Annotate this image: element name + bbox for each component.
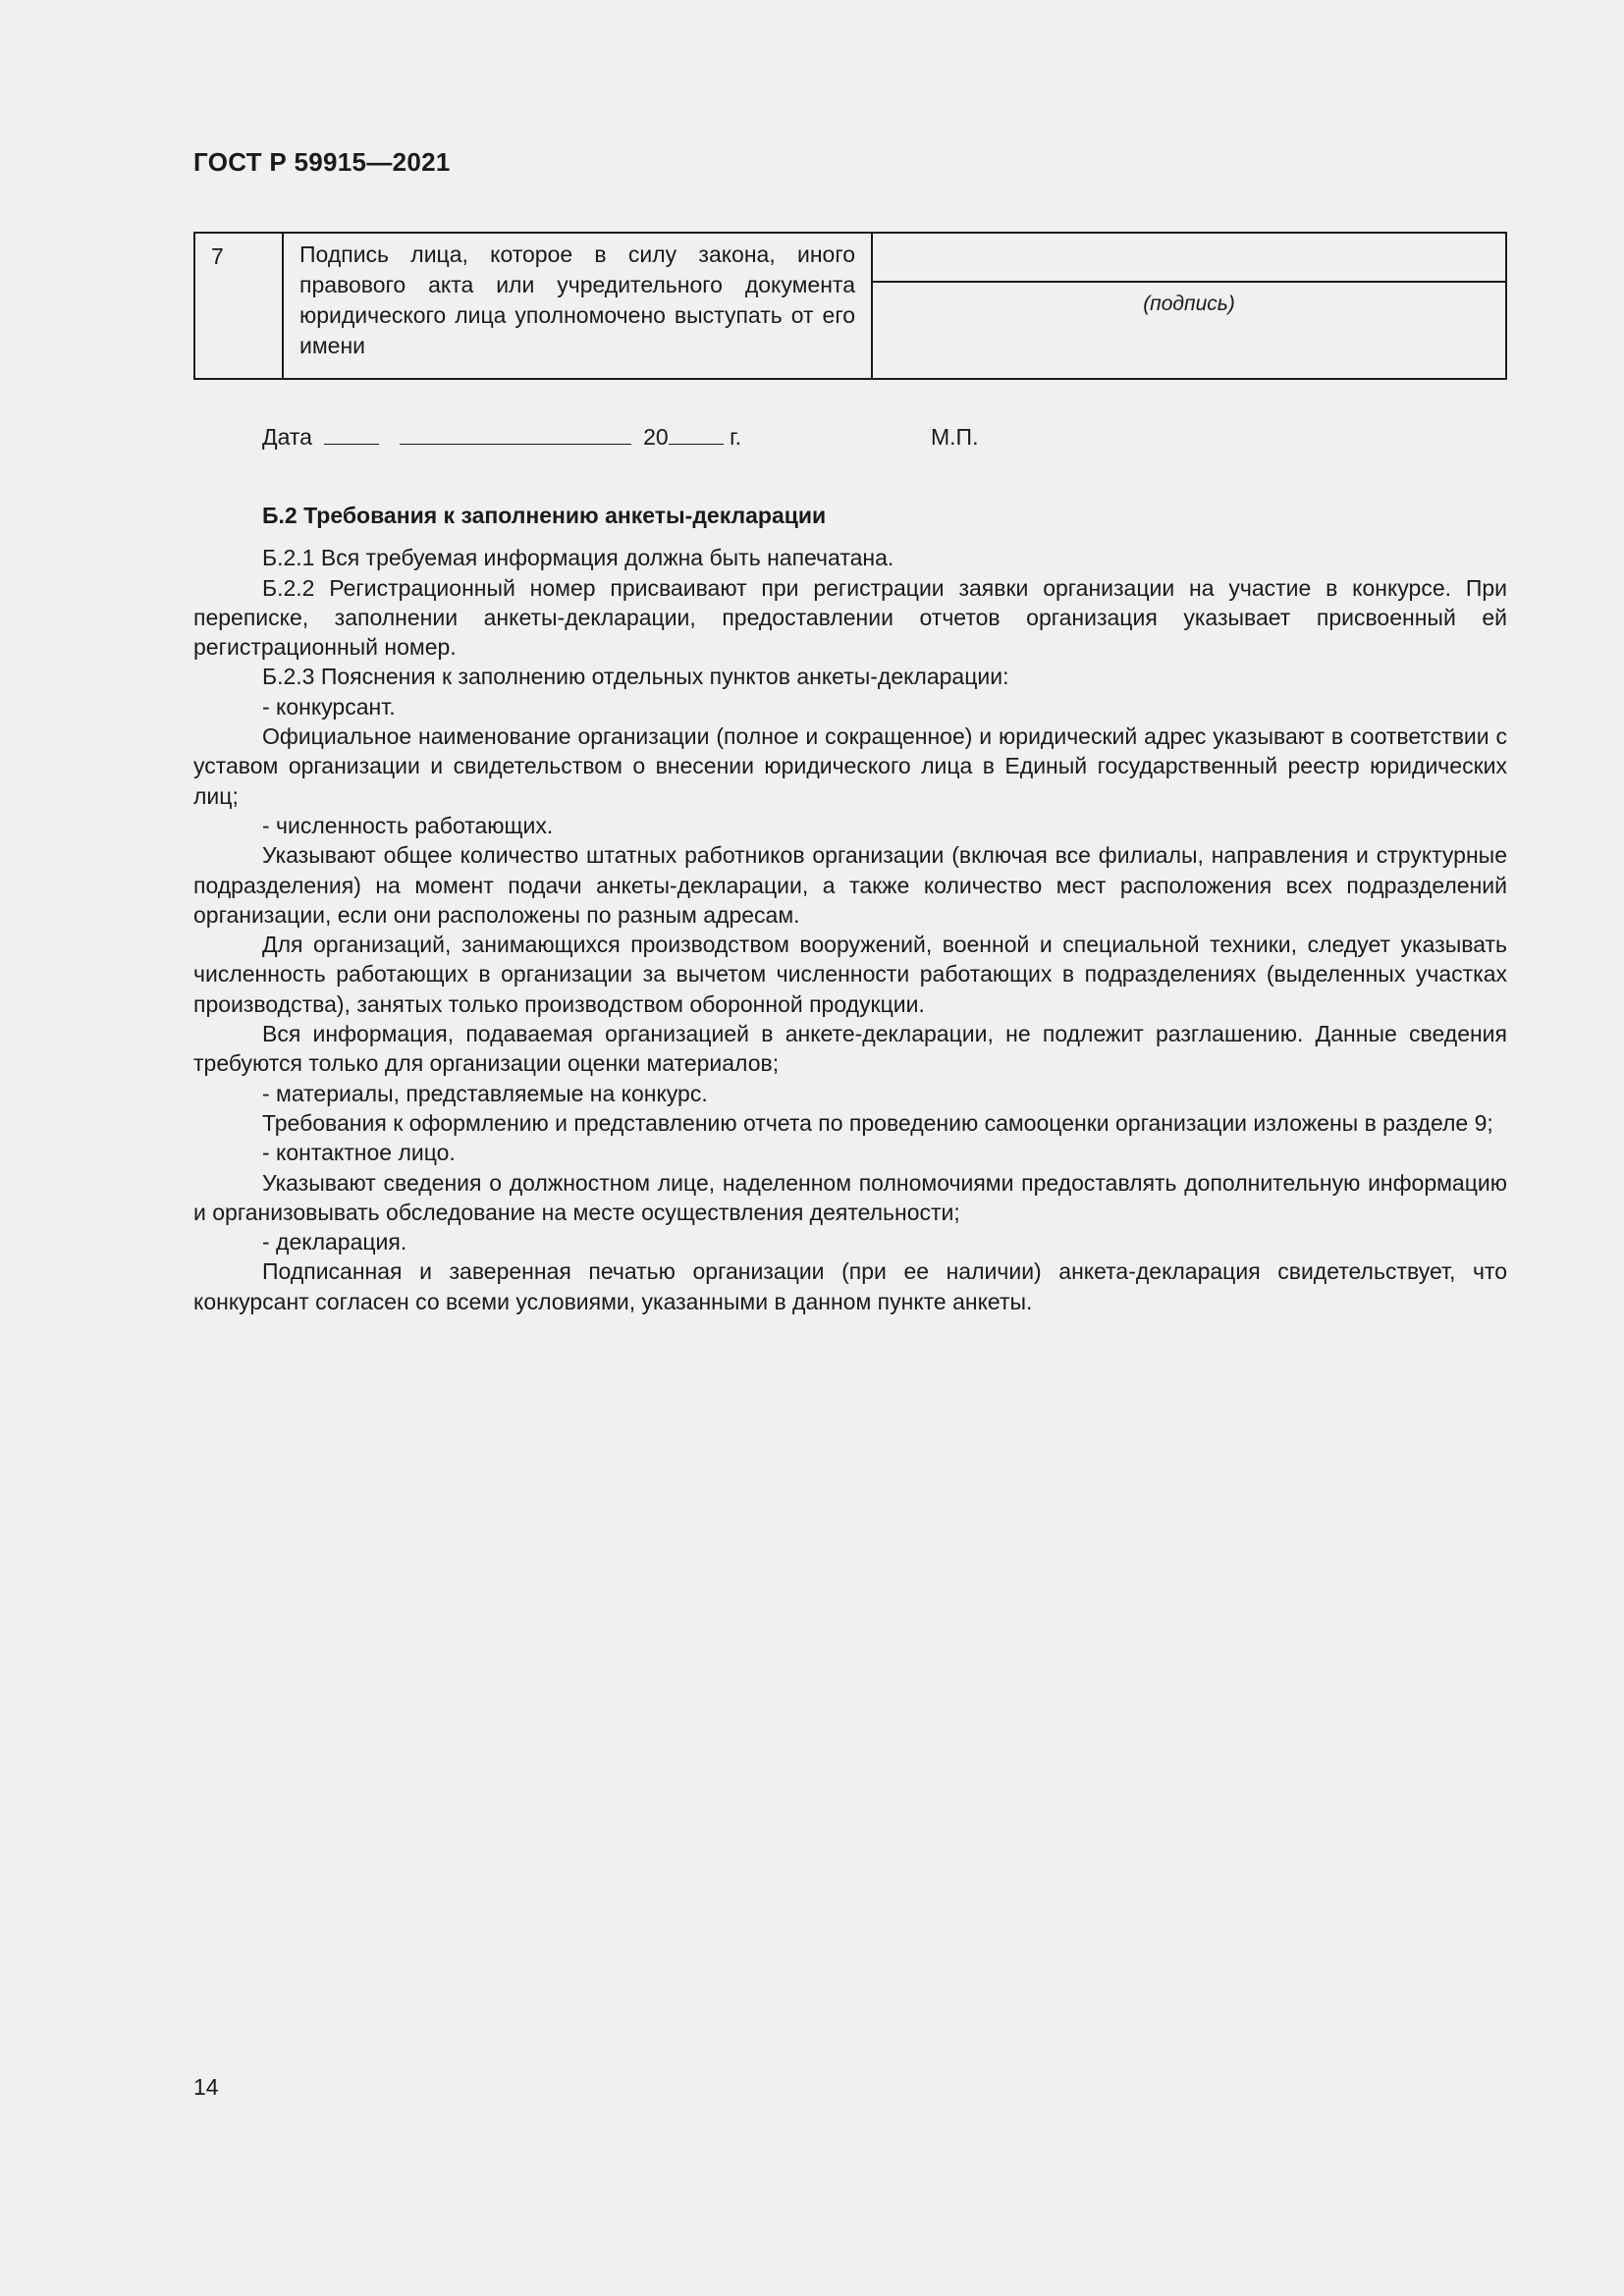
row-description: Подпись лица, которое в силу закона, иного правового акта или учредительного документа юридического лица уполномочено выступать от его имени bbox=[283, 233, 872, 379]
date-line bbox=[262, 424, 741, 451]
paragraph: Указывают сведения о должностном лице, наделенном полномочиями предоставлять дополнительную информацию и организовывать обследование на месте осуществления деятельности; bbox=[193, 1169, 1507, 1225]
date-label: Дата bbox=[262, 424, 312, 450]
list-item: - материалы, представляемые на конкурс. bbox=[262, 1080, 708, 1106]
paragraph: Подписанная и заверенная печатью организации (при ее наличии) анкета-декларация свидетельствует, что конкурсант согласен со всеми условиями, указанными в данном пункте анкеты. bbox=[193, 1258, 1507, 1314]
section-b2 bbox=[193, 501, 1507, 1316]
paragraph: Для организаций, занимающихся производством вооружений, военной и специальной техники, следует указывать численность работающих в организации за вычетом численности работающих в подразделениях (выделенных участках производства), занятых только производством оборонной продукции. bbox=[193, 932, 1507, 1017]
month-blank bbox=[400, 424, 631, 445]
list-item: - декларация. bbox=[262, 1229, 407, 1255]
day-blank bbox=[324, 424, 379, 445]
list-item: - контактное лицо. bbox=[262, 1140, 456, 1166]
row-number: 7 bbox=[194, 233, 283, 379]
paragraph: Б.2.2 Регистрационный номер присваивают при регистрации заявки организации на участие в конкурсе. При переписке, заполнении анкеты-декларации, предоставлении отчетов организация указывает присвоенный ей регистрационный номер. bbox=[193, 574, 1507, 661]
year-prefix: 20 bbox=[643, 424, 669, 450]
year-suffix: г. bbox=[730, 424, 742, 450]
paragraph: Вся информация, подаваемая организацией в анкете-декларации, не подлежит разглашению. Данные сведения требуются только для организации оценки материалов; bbox=[193, 1021, 1507, 1077]
signature-caption: (подпись) bbox=[872, 282, 1506, 379]
signature-field bbox=[872, 233, 1506, 282]
list-item: - численность работающих. bbox=[262, 812, 554, 838]
page-number: 14 bbox=[193, 2074, 219, 2100]
paragraph: Указывают общее количество штатных работников организации (включая все филиалы, направления и структурные подразделения) на момент подачи анкеты-декларации, а также количество мест расположения всех подразделений организации, если они расположены по разным адресам. bbox=[193, 842, 1507, 928]
paragraph: Требования к оформлению и представлению отчета по проведению самооценки организации изложены в разделе 9; bbox=[262, 1109, 1493, 1136]
section-heading: Б.2 Требования к заполнению анкеты-декларации bbox=[262, 503, 827, 528]
paragraph: Б.2.1 Вся требуемая информация должна быть напечатана. bbox=[262, 545, 894, 571]
stamp-place: М.П. bbox=[931, 424, 979, 450]
paragraph: Б.2.3 Пояснения к заполнению отдельных пунктов анкеты-декларации: bbox=[262, 664, 1009, 690]
year-blank bbox=[669, 424, 724, 445]
signature-table bbox=[193, 232, 1507, 380]
list-item: - конкурсант. bbox=[262, 693, 396, 720]
standard-header: ГОСТ Р 59915—2021 bbox=[193, 147, 451, 177]
paragraph: Официальное наименование организации (полное и сокращенное) и юридический адрес указывают в соответствии с уставом организации и свидетельством о внесении юридического лица в Единый государственный реестр юридических лиц; bbox=[193, 723, 1507, 809]
